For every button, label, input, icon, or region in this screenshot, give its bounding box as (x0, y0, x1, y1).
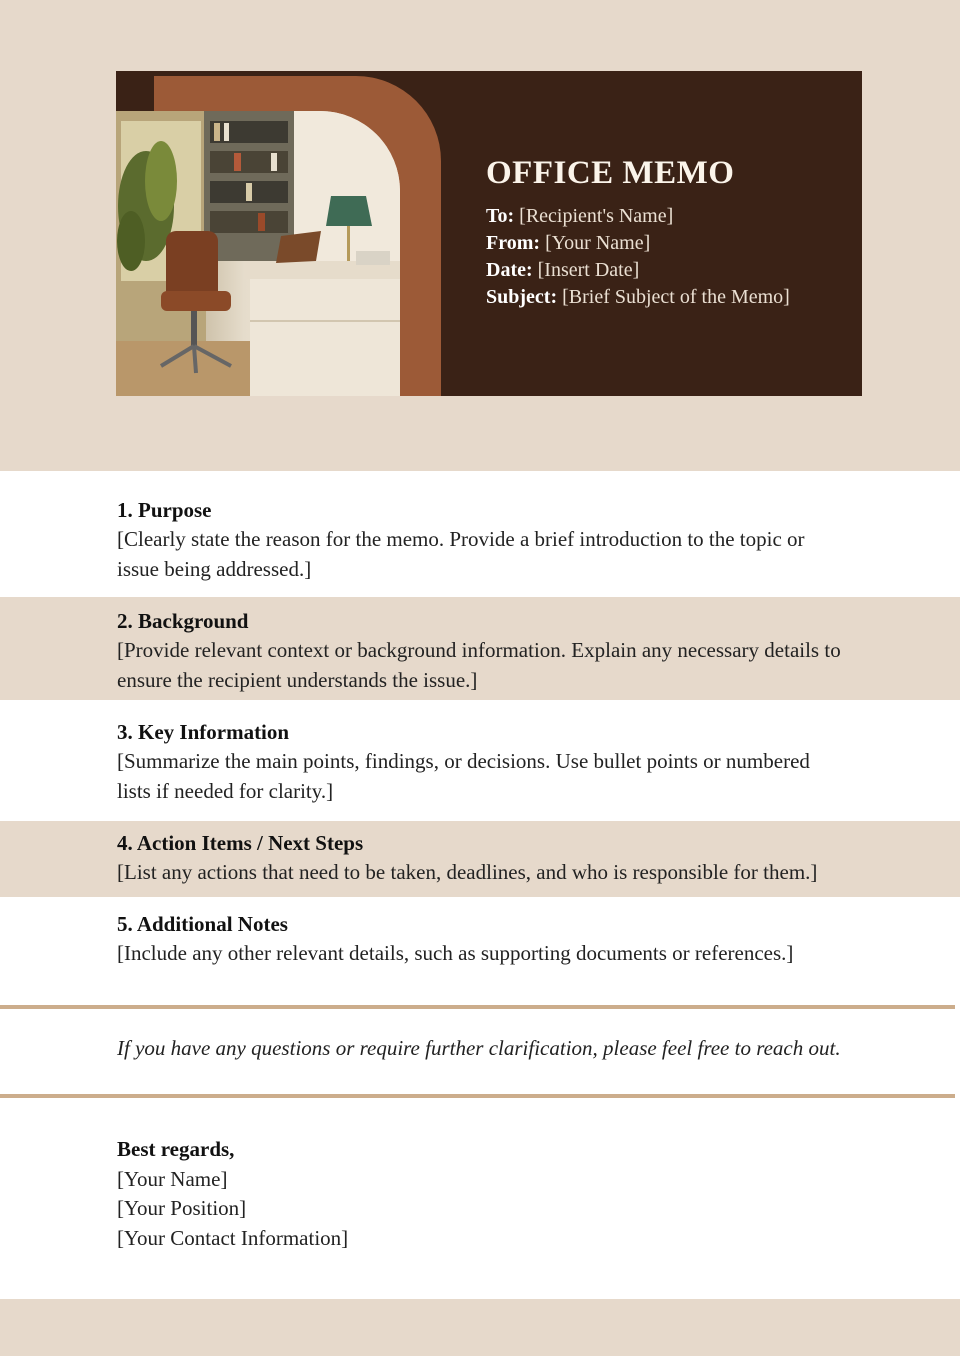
bottom-band (0, 1299, 960, 1356)
signoff-position: [Your Position] (117, 1196, 247, 1220)
section-key-information (117, 717, 842, 806)
to-value: [Recipient's Name] (519, 205, 674, 227)
date-line (486, 257, 790, 284)
memo-meta (486, 203, 790, 311)
section-action-items (117, 828, 857, 888)
section-body: [Provide relevant context or background information. Explain any necessary details to ensure the recipient understands the issue.] (117, 638, 841, 692)
from-label: From: (486, 232, 541, 254)
date-label: Date: (486, 259, 533, 281)
from-value: [Your Name] (545, 232, 651, 254)
section-heading: 1. Purpose (117, 498, 212, 522)
divider-bottom (0, 1094, 955, 1098)
section-heading: 2. Background (117, 609, 249, 633)
section-body: [Include any other relevant details, such as supporting documents or references.] (117, 941, 794, 965)
subject-line (486, 284, 790, 311)
office-photo (116, 111, 400, 396)
memo-title: OFFICE MEMO (486, 155, 735, 191)
section-purpose (117, 495, 837, 584)
date-value: [Insert Date] (537, 259, 640, 281)
to-label: To: (486, 205, 515, 227)
closing-note: If you have any questions or require further clarification, please feel free to reach out. (117, 1036, 841, 1060)
subject-label: Subject: (486, 286, 558, 308)
header-card (116, 71, 862, 396)
signoff-greeting: Best regards, (117, 1137, 235, 1161)
from-line (486, 230, 790, 257)
section-heading: 5. Additional Notes (117, 912, 288, 936)
section-heading: 4. Action Items / Next Steps (117, 831, 364, 855)
section-heading: 3. Key Information (117, 720, 290, 744)
office-photo-illustration (116, 111, 400, 396)
signoff-name: [Your Name] (117, 1166, 228, 1191)
divider-top (0, 1005, 955, 1009)
section-body: [Summarize the main points, findings, or decisions. Use bullet points or numbered lists if needed for clarity.] (117, 749, 810, 803)
section-body: [List any actions that need to be taken, deadlines, and who is responsible for them.] (117, 860, 818, 884)
section-background (117, 606, 842, 695)
signoff-contact: [Your Contact Information] (117, 1225, 349, 1250)
subject-value: [Brief Subject of the Memo] (562, 286, 790, 308)
signoff (117, 1135, 348, 1253)
section-additional-notes (117, 909, 857, 969)
to-line (486, 203, 790, 230)
section-body: [Clearly state the reason for the memo. Provide a brief introduction to the topic or issue being addressed.] (117, 527, 805, 581)
